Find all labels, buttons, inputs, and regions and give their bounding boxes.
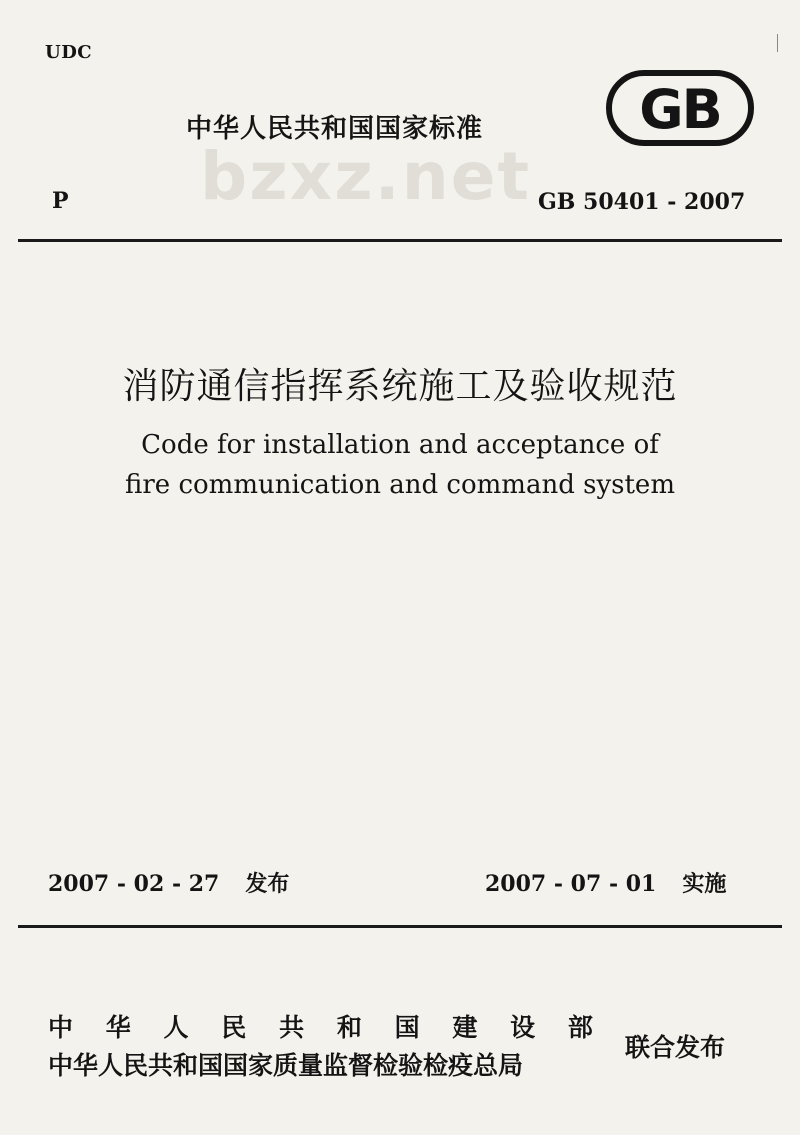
issuer-ministry-char: 人 (163, 1013, 189, 1042)
divider-bottom (18, 925, 782, 928)
joint-issue-label: 联合发布 (625, 1033, 726, 1062)
implement-date: 2007 - 07 - 01 (485, 871, 657, 897)
issuer-ministry-char: 民 (221, 1013, 247, 1042)
issuer-ministry-char: 国 (394, 1013, 420, 1042)
implement-date-block (485, 867, 726, 898)
standard-type-heading: 中华人民共和国国家标准 (186, 114, 484, 144)
issuer-administration: 中华人民共和国国家质量监督检验检疫总局 (48, 1051, 524, 1080)
gb-logo-text: GB (639, 78, 721, 141)
issue-date-block (48, 867, 289, 898)
issuer-ministry-char: 华 (105, 1013, 131, 1042)
title-english-line1: Code for installation and acceptance of (141, 430, 659, 460)
udc-label: UDC (45, 42, 93, 63)
implement-label: 实施 (682, 872, 727, 897)
issuer-ministry-char: 建 (452, 1013, 478, 1042)
issuer-ministry-char: 部 (567, 1013, 593, 1042)
scan-speck (777, 34, 778, 52)
issuer-ministry-char: 共 (279, 1013, 305, 1042)
category-code: P (52, 188, 69, 214)
gb-logo (606, 70, 754, 146)
issuer-ministry (48, 1008, 593, 1044)
title-chinese: 消防通信指挥系统施工及验收规范 (122, 366, 678, 407)
divider-top (18, 239, 782, 242)
watermark: bzxz.net (200, 138, 532, 215)
issuer-ministry-char: 和 (336, 1013, 362, 1042)
issue-label: 发布 (245, 872, 290, 897)
issue-date: 2007 - 02 - 27 (48, 871, 220, 897)
issuer-ministry-char: 设 (510, 1013, 536, 1042)
standard-number: GB 50401 - 2007 (538, 189, 746, 215)
title-english-line2: fire communication and command system (125, 470, 675, 500)
issuer-ministry-char: 中 (48, 1013, 74, 1042)
